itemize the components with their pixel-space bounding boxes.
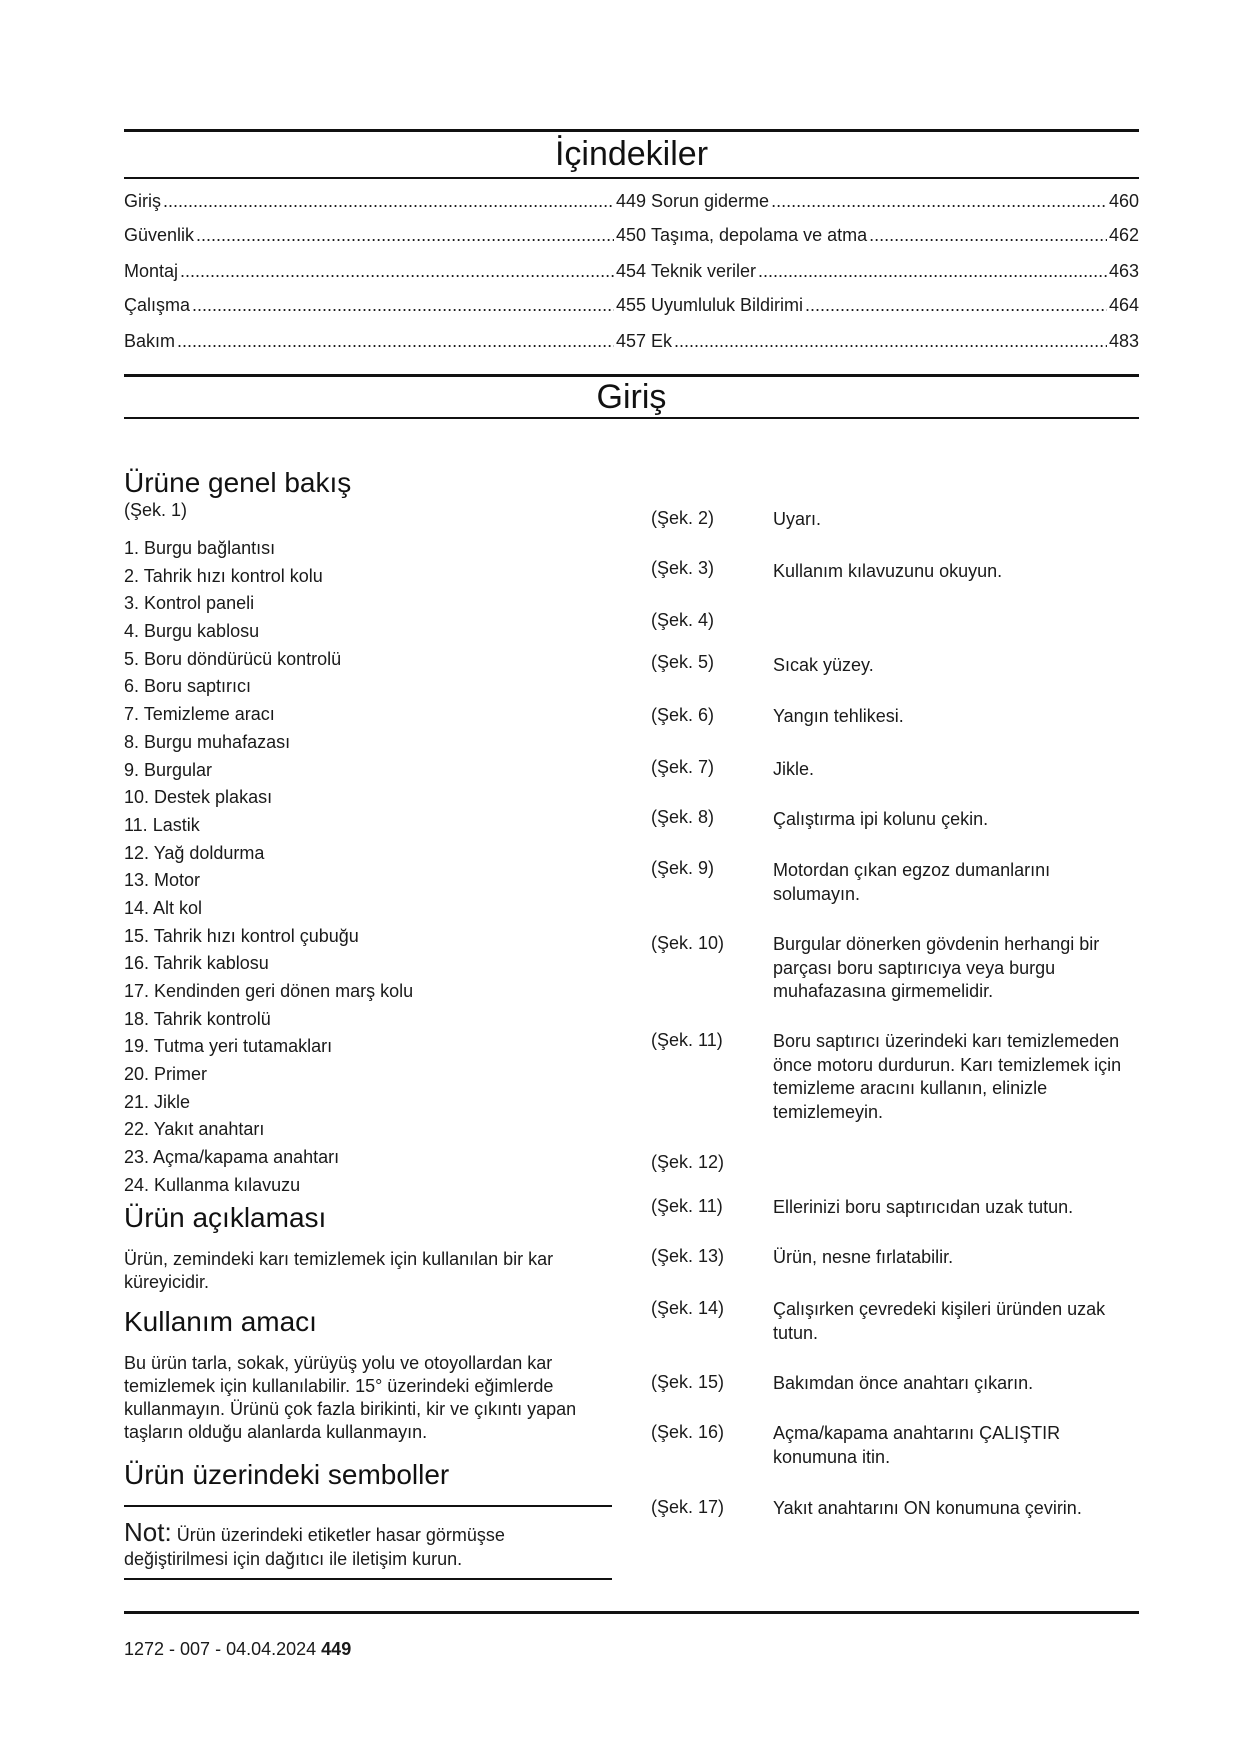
list-item: 8. Burgu muhafazası [124, 731, 291, 752]
toc-entry[interactable]: Taşıma, depolama ve atma ..... 462 [651, 225, 1139, 246]
parts-list [124, 535, 413, 1200]
symbol-text: Kullanım kılavuzunu okuyun. [773, 561, 1003, 581]
symbol-fig-ref: (Şek. 16) [651, 1422, 725, 1442]
symbol-text: Çalıştırma ipi kolunu çekin. [773, 809, 989, 829]
list-item: 7. Temizleme aracı [124, 704, 275, 725]
intended-use-text: Bu ürün tarla, sokak, yürüyüş yolu ve otoyollardan kar temizlemek için kullanılabilir. 15° üzerindeki eğimlerde kullanmayın. Ürünü çok fazla birikinti, kir ve çıkıntı yapan taşların olduğu alanlarda kullanmayın. [124, 1353, 577, 1442]
symbol-fig-ref: (Şek. 6) [651, 705, 715, 725]
note-top-rule [124, 1505, 612, 1507]
symbol-fig-ref: (Şek. 5) [651, 652, 715, 672]
list-item: 4. Burgu kablosu [124, 621, 260, 642]
list-item: 3. Kontrol paneli [124, 593, 255, 614]
description-text: Ürün, zemindeki karı temizlemek için kullanılan bir kar küreyicidir. [124, 1249, 554, 1292]
symbol-fig-ref: (Şek. 14) [651, 1298, 725, 1318]
symbol-fig-ref: (Şek. 4) [651, 610, 715, 630]
toc-entry[interactable]: Güvenlik ..... 450 [124, 225, 646, 246]
list-item: 5. Boru döndürücü kontrolü [124, 648, 342, 669]
list-item: 18. Tahrik kontrolü [124, 1008, 271, 1029]
overview-heading: Ürüne genel bakış [124, 467, 352, 498]
list-item: 19. Tutma yeri tutamakları [124, 1036, 333, 1057]
overview-fig-ref: (Şek. 1) [124, 500, 188, 520]
description-heading: Ürün açıklaması [124, 1202, 327, 1233]
symbol-fig-ref: (Şek. 3) [651, 558, 715, 578]
note-bottom-rule [124, 1578, 612, 1580]
toc-title-rule [124, 177, 1139, 179]
symbol-text: Motordan çıkan egzoz dumanlarını solumayın. [773, 860, 1051, 904]
symbol-fig-ref: (Şek. 17) [651, 1497, 725, 1517]
toc-entry[interactable]: Teknik veriler ..... 463 [651, 261, 1139, 282]
list-item: 9. Burgular [124, 759, 213, 780]
symbol-text: Sıcak yüzey. [773, 655, 874, 675]
list-item: 22. Yakıt anahtarı [124, 1119, 265, 1140]
symbol-text: Açma/kapama anahtarını ÇALIŞTIR konumuna itin. [773, 1423, 1061, 1467]
symbol-text: Ellerinizi boru saptırıcıdan uzak tutun. [773, 1197, 1074, 1217]
section-title: Giriş [596, 378, 667, 416]
toc-title: İçindekiler [554, 135, 709, 173]
footer-page-number: 449 [321, 1639, 352, 1659]
symbol-fig-ref: (Şek. 15) [651, 1372, 725, 1392]
symbol-text: Burgular dönerken gövdenin herhangi bir parçası boru saptırıcıya veya burgu muhafazasına girmemelidir. [773, 934, 1100, 1001]
toc-entry[interactable]: Sorun giderme ..... 460 [651, 191, 1139, 212]
note-label: Not: [124, 1517, 172, 1547]
list-item: 6. Boru saptırıcı [124, 676, 252, 697]
symbol-fig-ref: (Şek. 2) [651, 508, 715, 528]
list-item: 2. Tahrik hızı kontrol kolu [124, 565, 323, 586]
list-item: 13. Motor [124, 870, 201, 891]
toc-top-rule [124, 129, 1139, 132]
list-item: 14. Alt kol [124, 897, 203, 918]
symbol-text: Yakıt anahtarını ON konumuna çevirin. [773, 1498, 1082, 1518]
symbol-text: Uyarı. [773, 509, 822, 529]
footer-rule [124, 1611, 1139, 1614]
symbol-text: Jikle. [773, 759, 815, 779]
intended-use-heading: Kullanım amacı [124, 1306, 317, 1337]
symbol-fig-ref: (Şek. 11) [651, 1030, 723, 1050]
toc-entry[interactable]: Çalışma ..... 455 [124, 295, 646, 316]
toc-entry[interactable]: Bakım ..... 457 [124, 331, 646, 352]
symbol-fig-ref: (Şek. 10) [651, 933, 725, 953]
toc-entry[interactable]: Montaj ..... 454 [124, 261, 646, 282]
note-box [124, 1517, 612, 1571]
symbol-fig-ref: (Şek. 7) [651, 757, 715, 777]
symbol-fig-ref: (Şek. 9) [651, 858, 715, 878]
list-item: 16. Tahrik kablosu [124, 953, 269, 974]
list-item: 20. Primer [124, 1064, 208, 1085]
symbol-fig-ref: (Şek. 8) [651, 807, 715, 827]
list-item: 24. Kullanma kılavuzu [124, 1174, 301, 1195]
list-item: 10. Destek plakası [124, 787, 273, 808]
list-item: 23. Açma/kapama anahtarı [124, 1147, 340, 1168]
footer-doc-code: 1272 - 007 - 04.04.2024 [124, 1639, 317, 1659]
symbol-text: Ürün, nesne fırlatabilir. [773, 1247, 954, 1267]
toc-entry[interactable]: Giriş ..... 449 [124, 191, 646, 212]
list-item: 21. Jikle [124, 1091, 191, 1112]
symbol-text: Çalışırken çevredeki kişileri üründen uzak tutun. [773, 1299, 1106, 1343]
list-item: 15. Tahrik hızı kontrol çubuğu [124, 925, 359, 946]
section-top-rule [124, 374, 1139, 377]
section-title-rule [124, 417, 1139, 419]
list-item: 17. Kendinden geri dönen marş kolu [124, 981, 414, 1001]
symbol-text: Boru saptırıcı üzerindeki karı temizlemeden önce motoru durdurun. Karı temizlemek için temizleme aracını kullanın, elinizle temizlemeyin. [773, 1031, 1122, 1122]
toc-entry[interactable]: Uyumluluk Bildirimi ..... 464 [651, 295, 1139, 316]
list-item: 11. Lastik [124, 814, 200, 835]
symbol-fig-ref: (Şek. 13) [651, 1246, 725, 1266]
list-item: 1. Burgu bağlantısı [124, 538, 276, 558]
toc-entry[interactable]: Ek ..... 483 [651, 331, 1139, 352]
symbol-text: Yangın tehlikesi. [773, 706, 904, 726]
symbols-heading: Ürün üzerindeki semboller [124, 1459, 450, 1490]
note-text: Ürün üzerindeki etiketler hasar görmüşse değiştirilmesi için dağıtıcı ile iletişim kurun. [124, 1525, 505, 1569]
symbol-fig-ref: (Şek. 11) [651, 1196, 723, 1216]
page-footer [124, 1639, 351, 1660]
symbol-fig-ref: (Şek. 12) [651, 1152, 725, 1172]
symbol-text: Bakımdan önce anahtarı çıkarın. [773, 1373, 1034, 1393]
list-item: 12. Yağ doldurma [124, 842, 265, 863]
